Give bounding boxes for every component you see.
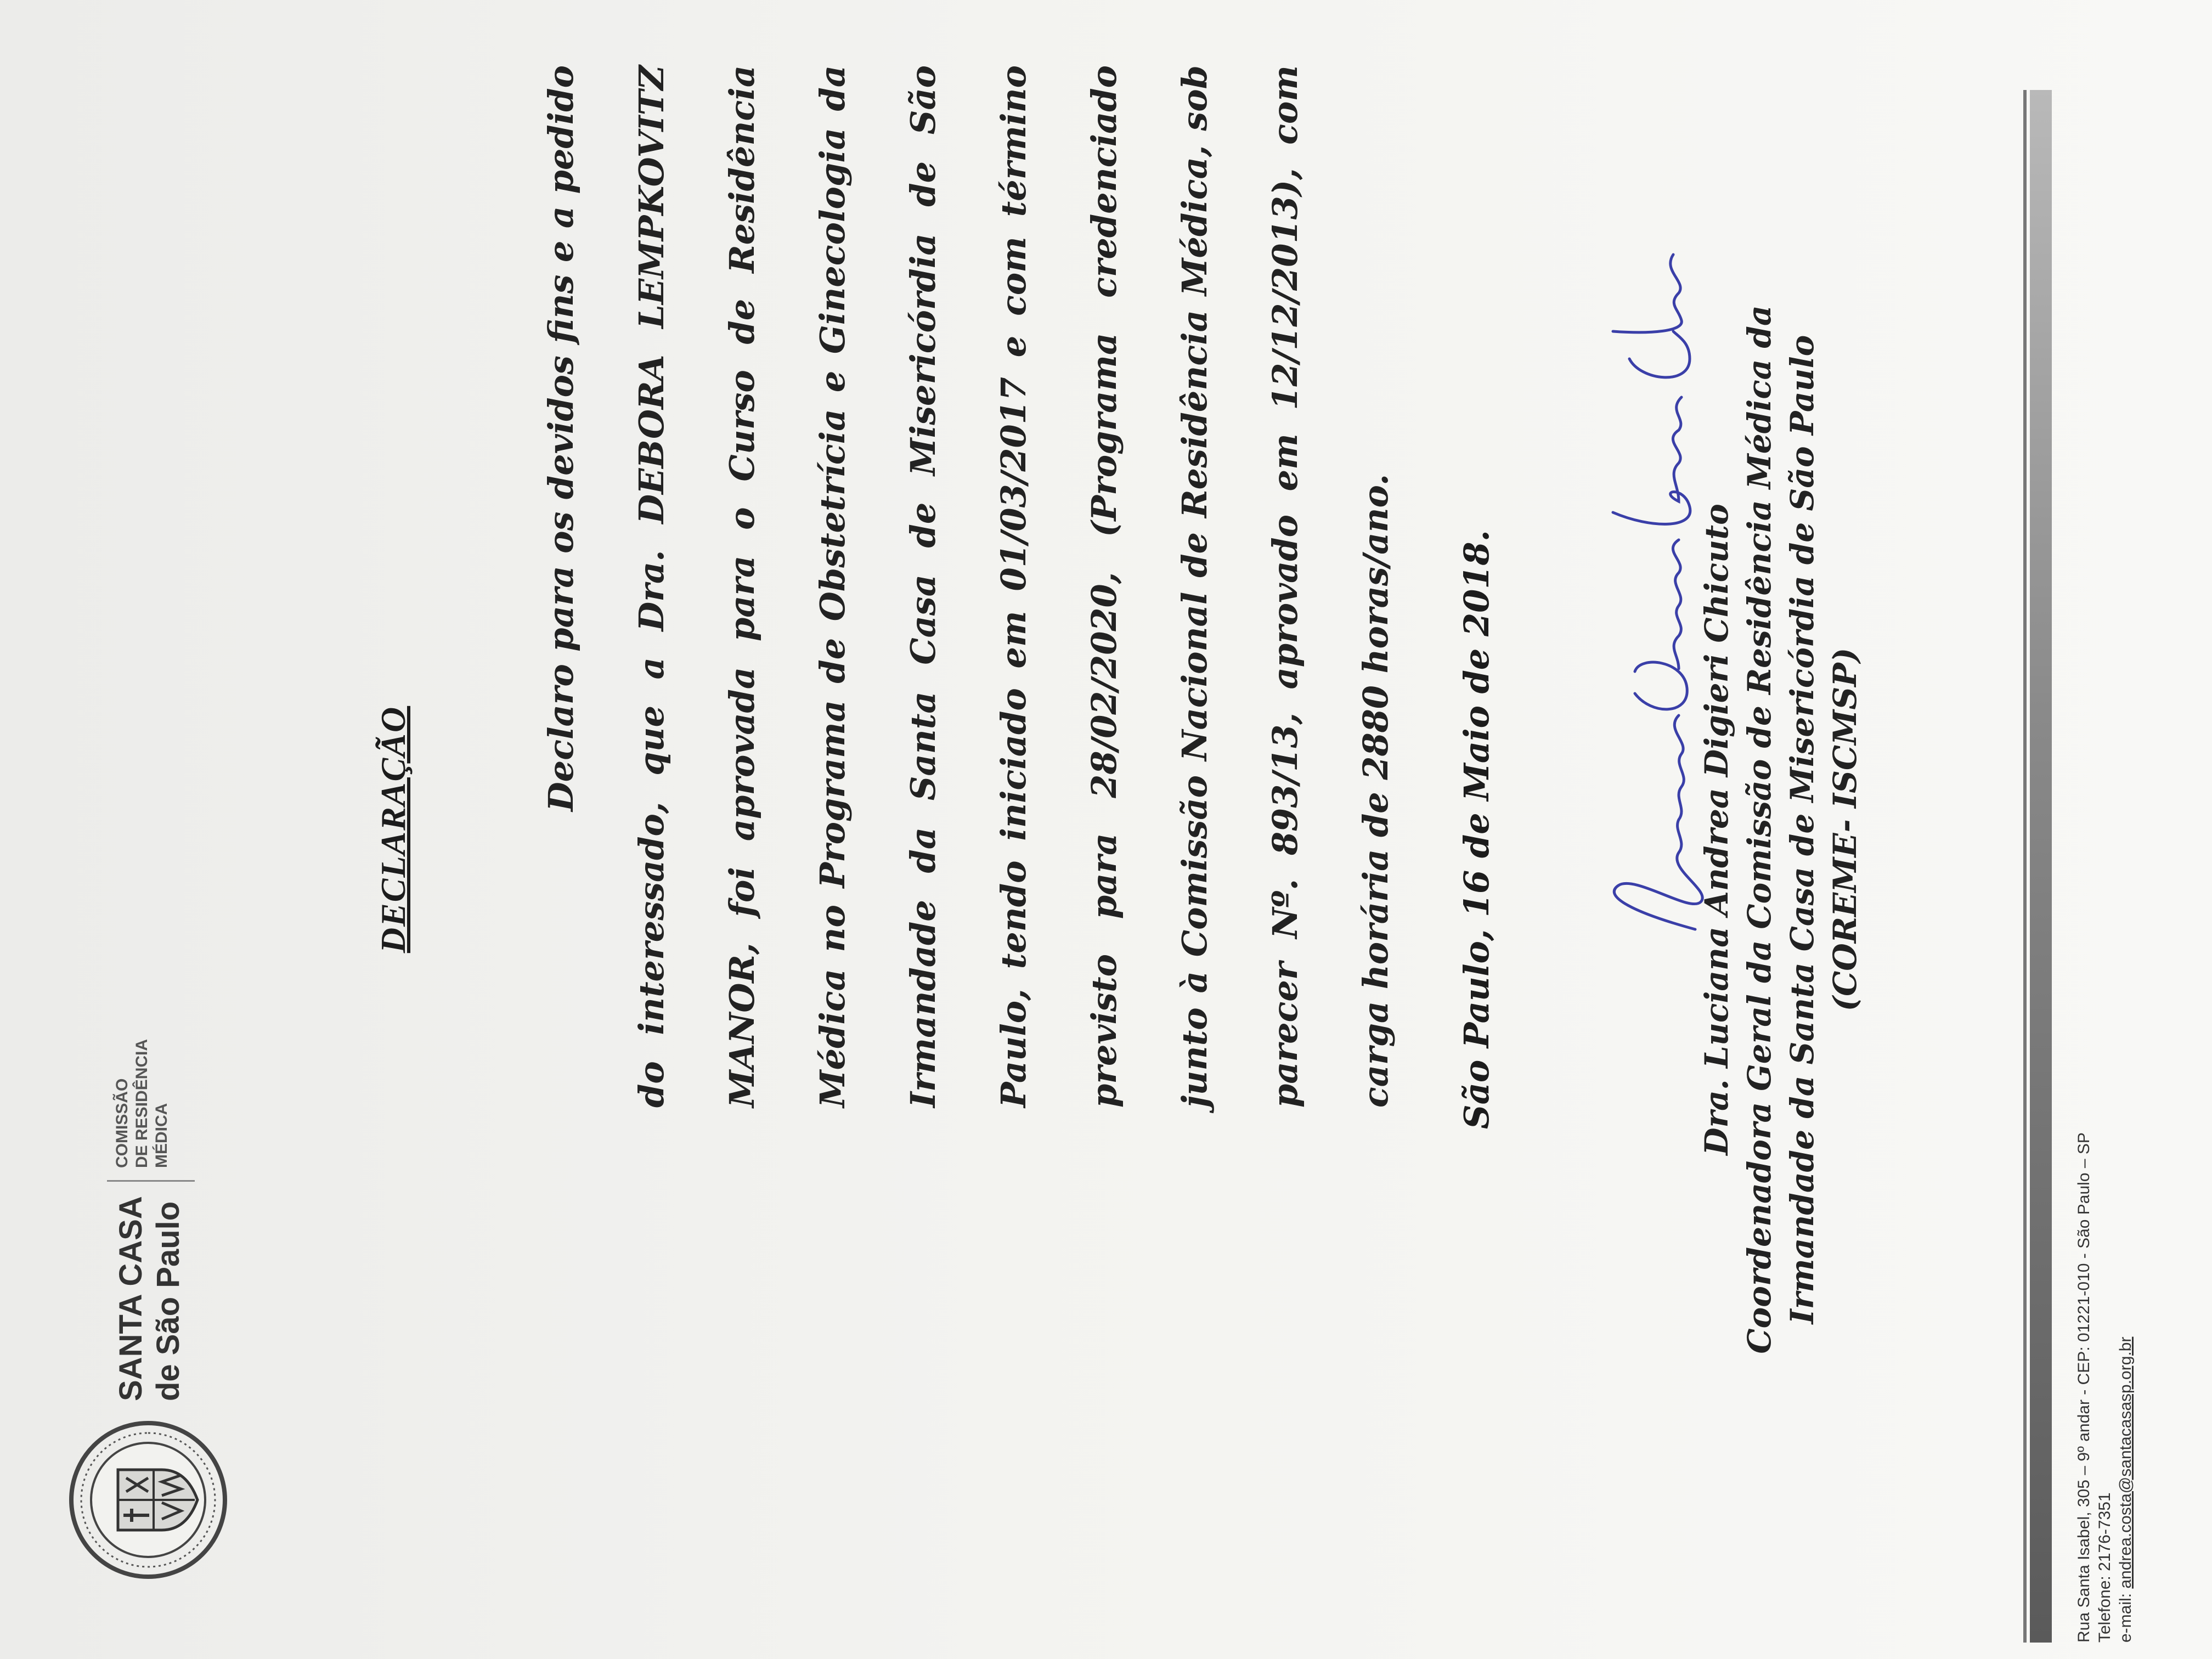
declaration-body [516,65,1421,1108]
footer-email-line [2115,106,2136,1643]
signatory-role-line-2: Irmandade da Santa Casa de Misericórdia de São Paulo [1784,335,1821,1324]
body-text-before-name: Declaro para os devidos fins e a pedido do interessado, que a Dra. [541,65,672,1108]
footer-address: Rua Santa Isabel, 305 – 9º andar - CEP: 01221-010 - São Paulo – SP [2075,1132,2093,1643]
santa-casa-seal-icon [66,1418,230,1582]
person-name: DEBORA LEMPKOVITZ MANOR [631,65,762,1108]
footer-email-link[interactable]: andrea.costa@santacasasp.org.br [2117,1336,2135,1589]
footer-email-label: e-mail: [2117,1588,2135,1643]
body-text-after-name: , foi aprovada para o Curso de Residência Médica no Programa de Obstetrícia e Ginecologia da Irmandade da Santa Casa de Misericórdia de São Paulo, tendo iniciado em 01/03/2017 e com término previsto para 28/02/2020, (Programa credenciado junto à Comissão Nacional de Residência Médica, sob parecer Nº. 893/13, aprovado em 12/12/2013), com carga horária de 2880 horas/ano. [722,65,1396,1108]
date-line: São Paulo, 16 de Maio de 2018. [1457,529,1497,1130]
document-title: DECLARAÇÃO [374,706,413,953]
signatory-name: Dra. Luciana Andrea Digieri Chicuto [1698,504,1735,1155]
signatory-role-line-3: (COREME- ISCMSP) [1826,647,1864,1012]
brand-divider [107,1180,195,1182]
footer-bar [2030,90,2052,1643]
signatory-role-line-1: Coordenadora Geral da Comissão de Residência Médica da [1741,305,1778,1354]
footer-bar-line [2023,90,2027,1643]
footer-phone: Telefone: 2176-7351 [2096,1492,2114,1643]
brand-subtitle: COMISSÃO DE RESIDÊNCIA MÉDICA [113,1039,171,1168]
footer-contact [2074,106,2136,1643]
signatory-block [1695,0,1866,1659]
brand-name: SANTA CASA de São Paulo [113,1196,186,1401]
